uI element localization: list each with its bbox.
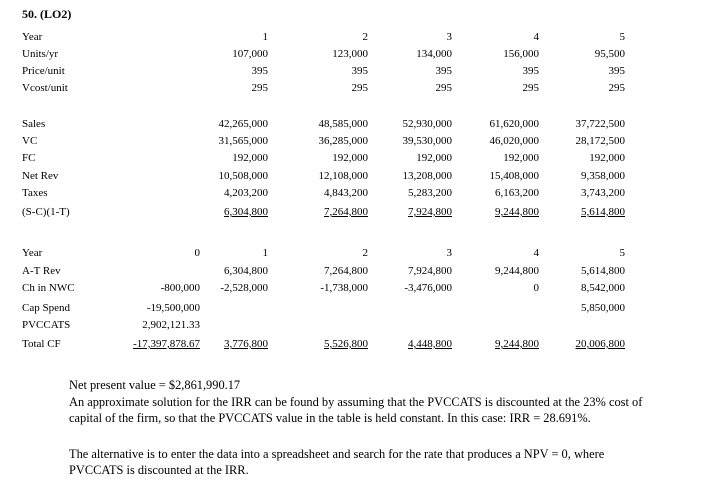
year-cell: 4 bbox=[533, 247, 539, 259]
vcost-cell: 295 bbox=[435, 82, 452, 94]
row-label-totalcf: Total CF bbox=[22, 338, 61, 350]
fc-cell: 192,000 bbox=[332, 152, 368, 164]
row-label-nwc: Ch in NWC bbox=[22, 282, 75, 294]
row-label-vc: VC bbox=[22, 135, 38, 147]
fc-cell: 192,000 bbox=[589, 152, 625, 164]
taxes-cell: 5,283,200 bbox=[408, 187, 452, 199]
sales-cell: 52,930,000 bbox=[402, 118, 452, 130]
row-label-year: Year bbox=[22, 31, 43, 43]
price-cell: 395 bbox=[435, 65, 452, 77]
units-cell: 95,500 bbox=[594, 48, 625, 60]
row-label-pvccats: PVCCATS bbox=[22, 319, 71, 331]
totalcf-cell: 5,526,800 bbox=[324, 338, 368, 350]
atrev-cell: 7,264,800 bbox=[324, 265, 368, 277]
atrev-cell: 7,924,800 bbox=[408, 265, 452, 277]
sc-cell: 9,244,800 bbox=[495, 206, 539, 218]
year-cell: 1 bbox=[262, 247, 268, 259]
units-cell: 123,000 bbox=[332, 48, 368, 60]
totalcf-cell: 4,448,800 bbox=[408, 338, 452, 350]
year-cell: 5 bbox=[619, 247, 625, 259]
units-cell: 134,000 bbox=[416, 48, 452, 60]
vc-cell: 46,020,000 bbox=[489, 135, 539, 147]
sc-cell: 6,304,800 bbox=[224, 206, 268, 218]
vc-cell: 31,565,000 bbox=[218, 135, 268, 147]
taxes-cell: 6,163,200 bbox=[495, 187, 539, 199]
row-label-atrev: A-T Rev bbox=[22, 265, 61, 277]
year-cell: 2 bbox=[362, 247, 368, 259]
netrev-cell: 12,108,000 bbox=[318, 170, 368, 182]
taxes-cell: 4,203,200 bbox=[224, 187, 268, 199]
problem-heading: 50. (LO2) bbox=[22, 7, 72, 21]
sales-cell: 61,620,000 bbox=[489, 118, 539, 130]
totalcf-cell: -17,397,878.67 bbox=[133, 338, 200, 350]
vc-cell: 39,530,000 bbox=[402, 135, 452, 147]
price-cell: 395 bbox=[351, 65, 368, 77]
price-cell: 395 bbox=[608, 65, 625, 77]
sc-cell: 5,614,800 bbox=[581, 206, 625, 218]
year-cell: 5 bbox=[619, 31, 625, 43]
netrev-cell: 15,408,000 bbox=[489, 170, 539, 182]
totalcf-cell: 20,006,800 bbox=[575, 338, 625, 350]
fc-cell: 192,000 bbox=[232, 152, 268, 164]
row-label-capspend: Cap Spend bbox=[22, 302, 70, 314]
row-label-sales: Sales bbox=[22, 118, 46, 130]
vc-cell: 36,285,000 bbox=[318, 135, 368, 147]
nwc-cell: -2,528,000 bbox=[220, 282, 268, 294]
vc-cell: 28,172,500 bbox=[575, 135, 625, 147]
irr-paragraph: An approximate solution for the IRR can be found by assuming that the PVCCATS is discounted at the 23% cost of capital of the firm, so that the PVCCATS value in the table is held constant. In this case: IRR = 28.691%. bbox=[69, 395, 643, 425]
nwc-cell: 0 bbox=[533, 282, 539, 294]
year-cell: 3 bbox=[446, 247, 452, 259]
row-label-price: Price/unit bbox=[22, 65, 65, 77]
sc-cell: 7,924,800 bbox=[408, 206, 452, 218]
row-label-year: Year bbox=[22, 247, 43, 259]
year-cell: 4 bbox=[533, 31, 539, 43]
units-cell: 107,000 bbox=[232, 48, 268, 60]
npv-line: Net present value = $2,861,990.17 bbox=[69, 378, 241, 392]
capspend-cell: -19,500,000 bbox=[146, 302, 200, 314]
row-label-sc: (S-C)(1-T) bbox=[22, 206, 70, 218]
vcost-cell: 295 bbox=[251, 82, 268, 94]
nwc-cell: 8,542,000 bbox=[581, 282, 625, 294]
vcost-cell: 295 bbox=[522, 82, 539, 94]
row-label-taxes: Taxes bbox=[22, 187, 48, 199]
units-cell: 156,000 bbox=[503, 48, 539, 60]
year-cell: 0 bbox=[194, 247, 200, 259]
year-cell: 1 bbox=[262, 31, 268, 43]
pvccats-cell: 2,902,121.33 bbox=[142, 319, 200, 331]
year-cell: 3 bbox=[446, 31, 452, 43]
price-cell: 395 bbox=[251, 65, 268, 77]
atrev-cell: 9,244,800 bbox=[495, 265, 539, 277]
taxes-cell: 4,843,200 bbox=[324, 187, 368, 199]
sales-cell: 37,722,500 bbox=[575, 118, 625, 130]
price-cell: 395 bbox=[522, 65, 539, 77]
sales-cell: 42,265,000 bbox=[218, 118, 268, 130]
totalcf-cell: 9,244,800 bbox=[495, 338, 539, 350]
totalcf-cell: 3,776,800 bbox=[224, 338, 268, 350]
netrev-cell: 9,358,000 bbox=[581, 170, 625, 182]
row-label-units: Units/yr bbox=[22, 48, 59, 60]
vcost-cell: 295 bbox=[608, 82, 625, 94]
capspend-cell: 5,850,000 bbox=[581, 302, 625, 314]
fc-cell: 192,000 bbox=[503, 152, 539, 164]
row-label-fc: FC bbox=[22, 152, 36, 164]
year-cell: 2 bbox=[362, 31, 368, 43]
atrev-cell: 5,614,800 bbox=[581, 265, 625, 277]
fc-cell: 192,000 bbox=[416, 152, 452, 164]
row-label-netrev: Net Rev bbox=[22, 170, 59, 182]
nwc-cell: -1,738,000 bbox=[320, 282, 368, 294]
row-label-vcost: Vcost/unit bbox=[22, 82, 68, 94]
taxes-cell: 3,743,200 bbox=[581, 187, 625, 199]
nwc-cell: -3,476,000 bbox=[404, 282, 452, 294]
atrev-cell: 6,304,800 bbox=[224, 265, 268, 277]
sales-cell: 48,585,000 bbox=[318, 118, 368, 130]
nwc-cell: -800,000 bbox=[160, 282, 200, 294]
vcost-cell: 295 bbox=[351, 82, 368, 94]
sc-cell: 7,264,800 bbox=[324, 206, 368, 218]
netrev-cell: 10,508,000 bbox=[218, 170, 268, 182]
netrev-cell: 13,208,000 bbox=[402, 170, 452, 182]
spreadsheet-paragraph: The alternative is to enter the data into a spreadsheet and search for the rate that produces a NPV = 0, where PVCCATS is discounted at the IRR. bbox=[69, 447, 605, 477]
